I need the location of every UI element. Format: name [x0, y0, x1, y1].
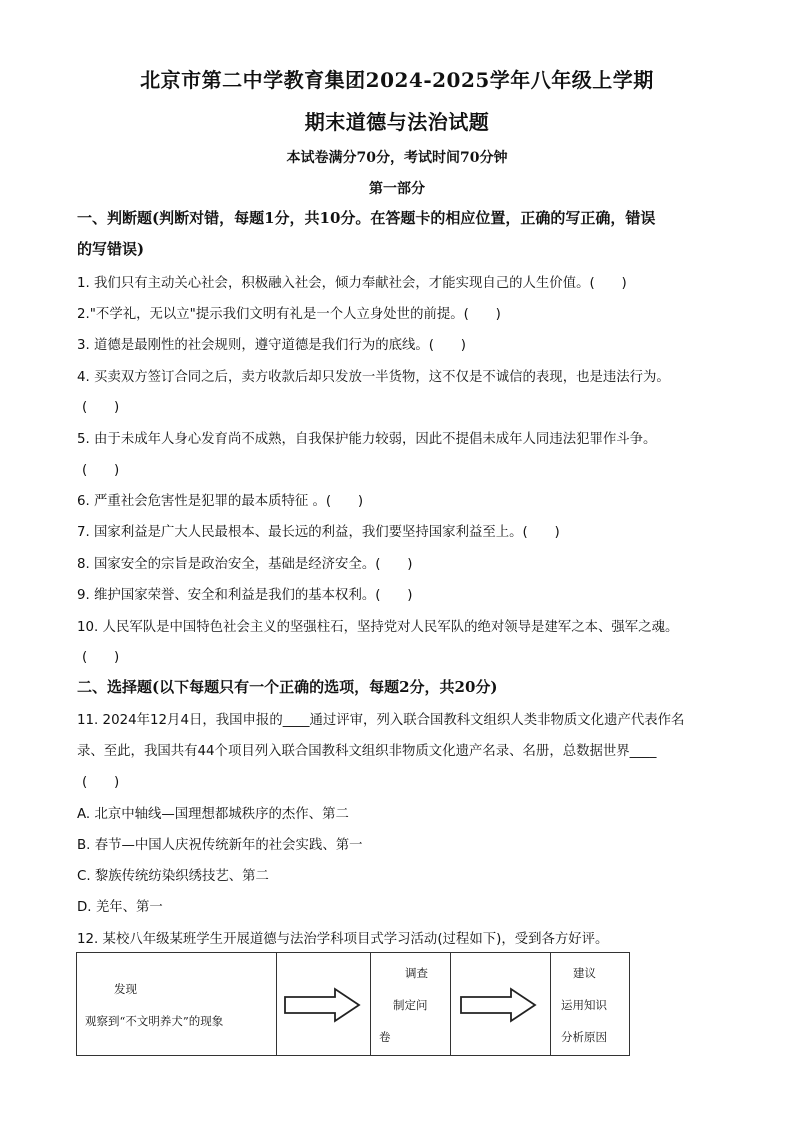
question-1: 1. 我们只有主动关心社会，积极融入社会，倾力奉献社会，才能实现自己的人生价值。( ) [77, 276, 627, 291]
question-4: 4. 买卖双方签订合同之后，卖方收款后却只发放一半货物，这不仅是不诚信的表现，也是违法行为。 [77, 370, 670, 385]
question-11-option-a: A. 北京中轴线—国理想都城秩序的杰作、第二 [77, 807, 349, 822]
cell-suggest-text2: 分析原因 [561, 1030, 607, 1044]
question-8: 8. 国家安全的宗旨是政治安全，基础是经济安全。( ) [77, 557, 413, 572]
part-label: 第一部分 [369, 181, 425, 197]
section2-heading: 二、选择题(以下每题只有一个正确的选项，每题2分，共20分) [77, 678, 498, 696]
cell-survey-text1: 制定问 [393, 998, 428, 1012]
question-11-option-c: C. 黎族传统纺染织绣技艺、第二 [77, 869, 269, 884]
cell-survey-text2: 卷 [379, 1030, 391, 1044]
question-5-blank: ( ) [82, 463, 120, 478]
question-10-blank: ( ) [82, 650, 120, 665]
question-11-option-b: B. 春节—中国人庆祝传统新年的社会实践、第一 [77, 838, 363, 853]
cell-suggest-title: 建议 [573, 966, 596, 980]
table-cell-survey [371, 953, 451, 1055]
cell-survey-title: 调查 [405, 966, 428, 980]
question-11-line2: 录、至此，我国共有44个项目列入联合国教科文组织非物质文化遗产名录、名册，总数据世界____ [77, 744, 657, 759]
section1-heading-line1: 一、判断题(判断对错，每题1分，共10分。在答题卡的相应位置，正确的写正确，错误 [77, 209, 656, 227]
arrow-right-icon [459, 987, 539, 1023]
question-11-line1: 11. 2024年12月4日，我国申报的____通过评审，列入联合国教科文组织人类非物质文化遗产代表作名 [77, 713, 685, 728]
cell-suggest-text1: 运用知识 [561, 998, 607, 1012]
question-7: 7. 国家利益是广大人民最根本、最长远的利益，我们要坚持国家利益至上。( ) [77, 525, 560, 540]
arrow-right-icon [283, 987, 363, 1023]
table-cell-discover [77, 953, 277, 1055]
question-11-option-d: D. 羌年、第一 [77, 900, 163, 915]
activity-process-table [76, 952, 630, 1056]
section1-heading-line2: 的写错误) [77, 240, 145, 258]
question-3: 3. 道德是最刚性的社会规则，遵守道德是我们行为的底线。( ) [77, 338, 467, 353]
cell-discover-title: 发现 [114, 982, 137, 996]
cell-discover-text: 观察到“不文明养犬”的现象 [85, 1014, 224, 1028]
exam-info: 本试卷满分70分，考试时间70分钟 [286, 150, 508, 166]
table-cell-arrow-2 [451, 953, 551, 1055]
question-11-blank: ( ) [82, 775, 120, 790]
question-12-stem: 12. 某校八年级某班学生开展道德与法治学科项目式学习活动(过程如下)，受到各方好评。 [77, 932, 609, 947]
table-cell-suggest [551, 953, 630, 1055]
question-9: 9. 维护国家荣誉、安全和利益是我们的基本权利。( ) [77, 588, 413, 603]
question-5: 5. 由于未成年人身心发育尚不成熟，自我保护能力较弱，因此不提倡未成年人同违法犯罪作斗争。 [77, 432, 657, 447]
question-6: 6. 严重社会危害性是犯罪的最本质特征 。( ) [77, 494, 364, 509]
exam-title-line1: 北京市第二中学教育集团2024-2025学年八年级上学期 [140, 68, 654, 92]
table-cell-arrow-1 [277, 953, 371, 1055]
question-10: 10. 人民军队是中国特色社会主义的坚强柱石，坚持党对人民军队的绝对领导是建军之本、强军之魂。 [77, 620, 679, 635]
question-2: 2."不学礼，无以立"提示我们文明有礼是一个人立身处世的前提。( ) [77, 307, 501, 322]
exam-title-line2: 期末道德与法治试题 [304, 110, 490, 134]
question-4-blank: ( ) [82, 400, 120, 415]
